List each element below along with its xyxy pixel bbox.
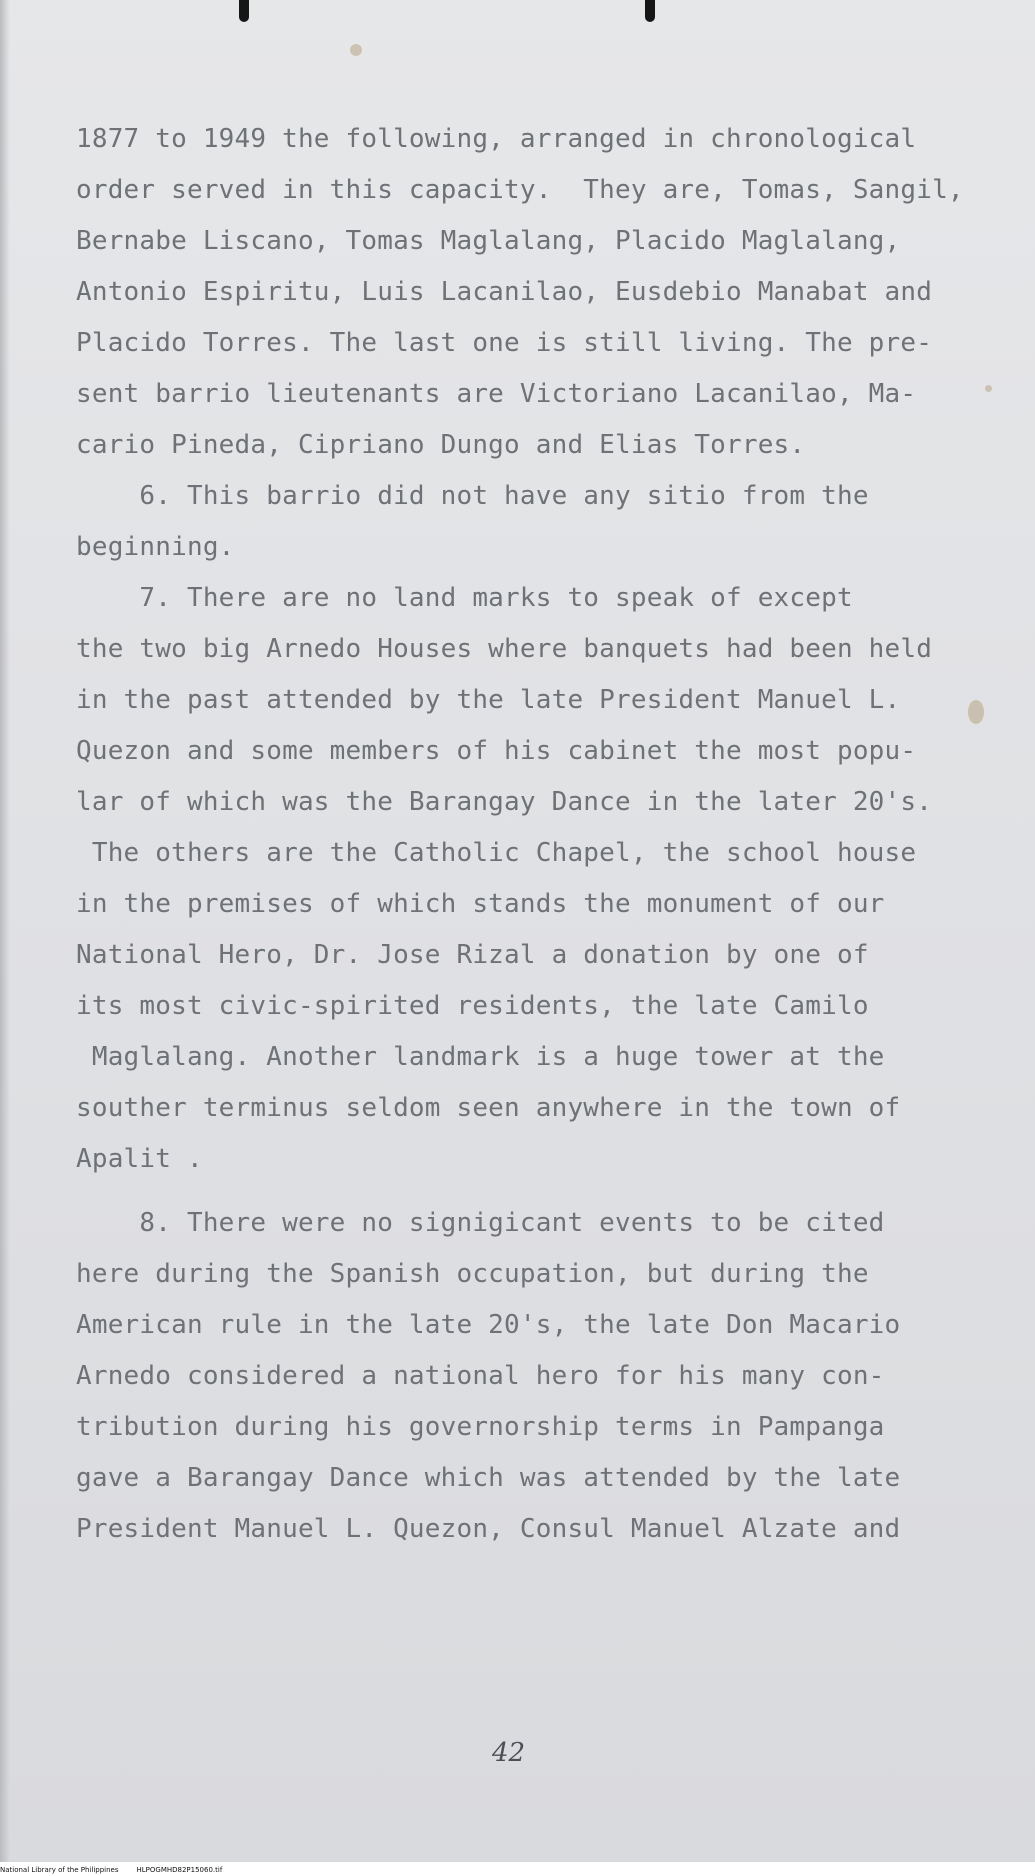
library-credit: National Library of the Philippines — [0, 1866, 119, 1874]
text-line: beginning. — [76, 532, 235, 562]
text-line: its most civic-spirited residents, the late Camilo — [76, 991, 869, 1021]
text-line: 7. There are no land marks to speak of except — [76, 583, 853, 613]
text-line: Arnedo considered a national hero for his many con- — [76, 1361, 885, 1391]
text-line: order served in this capacity. They are, Tomas, Sangil, — [76, 175, 964, 205]
text-line: the two big Arnedo Houses where banquets had been held — [76, 634, 933, 664]
text-line: President Manuel L. Quezon, Consul Manuel Alzate and — [76, 1514, 901, 1544]
text-line: 1877 to 1949 the following, arranged in chronological — [76, 124, 917, 154]
text-line: cario Pineda, Cipriano Dungo and Elias Torres. — [76, 430, 806, 460]
text-line: 8. There were no signigicant events to be cited — [76, 1208, 885, 1238]
paper-stain — [968, 700, 984, 724]
paper-stain — [985, 385, 992, 392]
page-number: 42 — [492, 1738, 526, 1768]
scan-footer — [0, 1864, 1035, 1876]
text-line: Maglalang. Another landmark is a huge tower at the — [76, 1042, 885, 1072]
paper-stain — [350, 44, 362, 56]
text-line: 6. This barrio did not have any sitio from the — [76, 481, 869, 511]
text-line: gave a Barangay Dance which was attended by the late — [76, 1463, 901, 1493]
text-line: lar of which was the Barangay Dance in the later 20's. — [76, 787, 933, 817]
scan-filename: HLPOGMHD82P15060.tif — [136, 1866, 223, 1874]
text-line: in the past attended by the late President Manuel L. — [76, 685, 901, 715]
text-line: Placido Torres. The last one is still living. The pre- — [76, 328, 933, 358]
page-edge-shadow — [0, 0, 10, 1862]
text-line: National Hero, Dr. Jose Rizal a donation by one of — [76, 940, 869, 970]
text-line: sent barrio lieutenants are Victoriano Lacanilao, Ma- — [76, 379, 917, 409]
text-line: souther terminus seldom seen anywhere in the town of — [76, 1093, 901, 1123]
binder-hole-left — [239, 0, 249, 22]
text-line: Bernabe Liscano, Tomas Maglalang, Placido Maglalang, — [76, 226, 901, 256]
text-line: tribution during his governorship terms in Pampanga — [76, 1412, 885, 1442]
text-line: in the premises of which stands the monument of our — [76, 889, 885, 919]
text-line: Apalit . — [76, 1144, 203, 1174]
text-line: here during the Spanish occupation, but during the — [76, 1259, 869, 1289]
text-line: The others are the Catholic Chapel, the school house — [76, 838, 917, 868]
binder-hole-right — [645, 0, 655, 22]
text-line: Antonio Espiritu, Luis Lacanilao, Eusdebio Manabat and — [76, 277, 933, 307]
text-line: Quezon and some members of his cabinet the most popu- — [76, 736, 917, 766]
text-line: American rule in the late 20's, the late Don Macario — [76, 1310, 901, 1340]
